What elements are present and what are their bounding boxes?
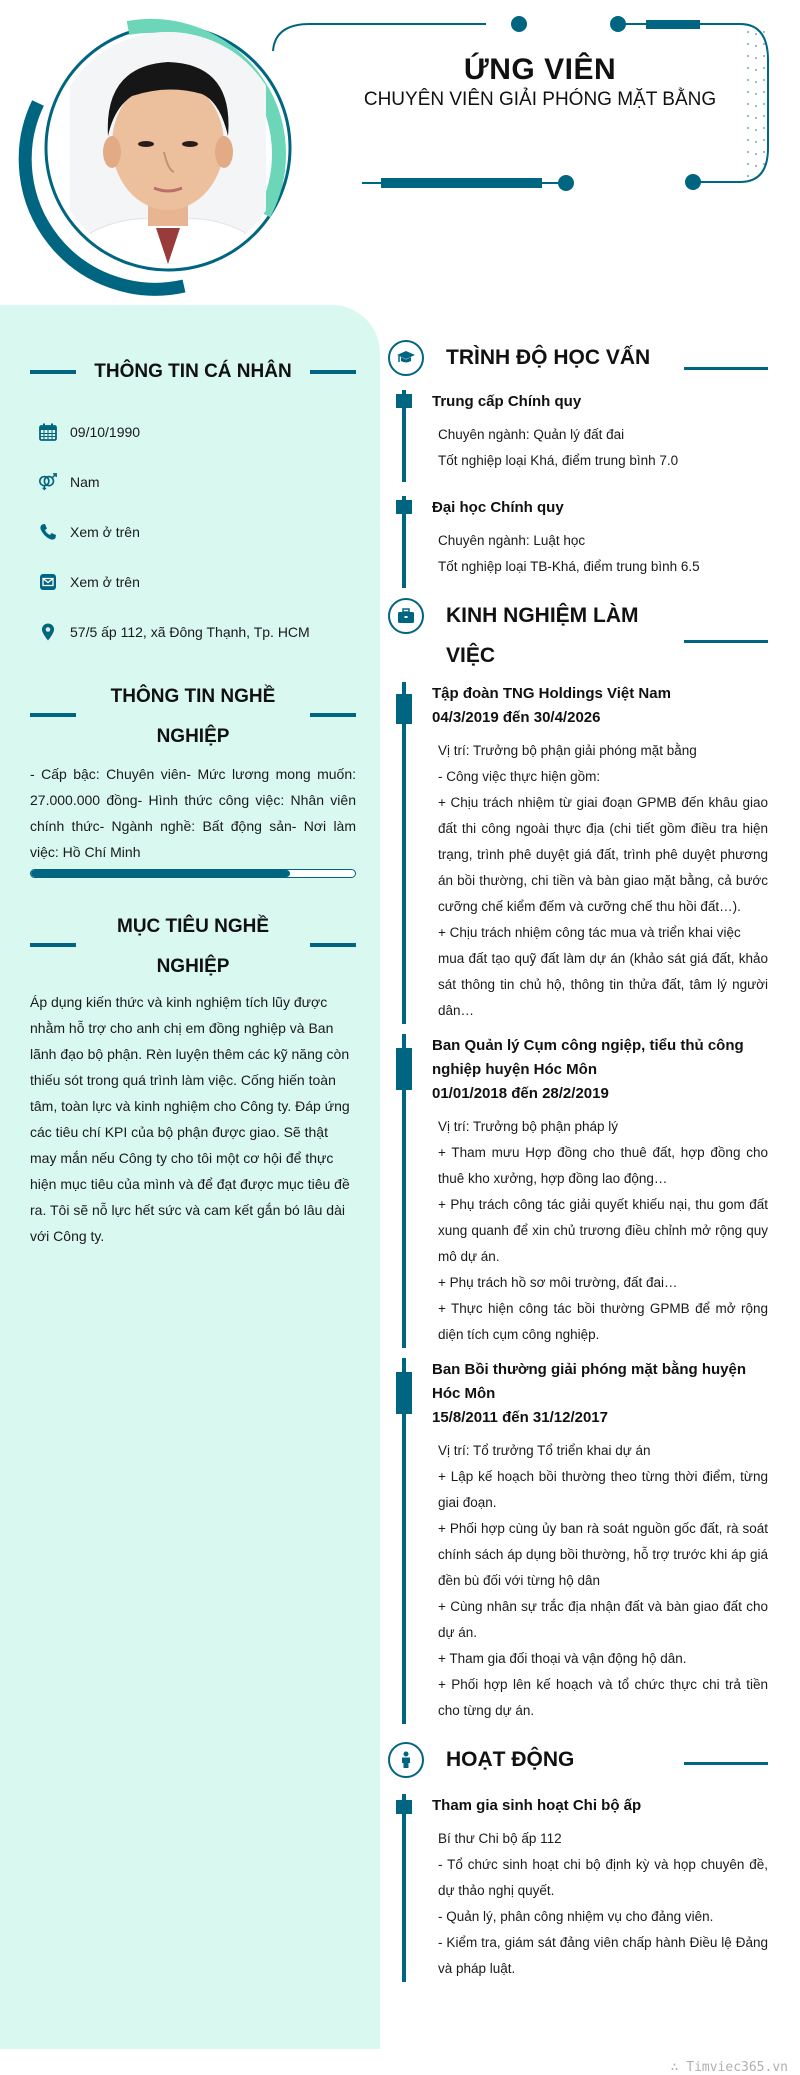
experience-line: + Tham gia đối thoại và vận động hộ dân. [438, 1651, 687, 1666]
education-title: Đại học Chính quy [432, 499, 564, 516]
heading-line-left [30, 943, 76, 947]
career-goal-text: Áp dụng kiến thức và kinh nghiệm tích lũy được nhằm hỗ trợ cho anh chị em đồng nghiệp và Ban lãnh đạo bộ phận. Rèn luyện thêm các kỹ năng còn thiếu sót trong quá trình làm việc. Cống hiến toàn tâm, toàn lực và kinh nghiệm cho Công ty. Đáp ứng các tiêu chí KPI của bộ phận được giao. Sẽ thật may mắn nếu Công ty cho tôi một cơ hội để thực hiện mục tiêu của mình và để đạt được mục tiêu đề ra. Tôi sẽ nỗ lực hết sức và cam kết gắn bó lâu dài với Công ty. [30, 994, 350, 1244]
experience-line: + Phối hợp cùng ủy ban rà soát nguồn gốc đất, rà soát chính sách áp dụng bồi thường, hỗ trợ trước khi áp giá đền bù đối với từng hộ dân [438, 1521, 768, 1588]
experience-position: Vị trí: Tổ trưởng Tổ triển khai dự án [438, 1443, 651, 1458]
experience-line: + Phối hợp lên kế hoạch và tổ chức thực chi trả tiền cho từng dự án. [438, 1677, 768, 1718]
heading-line-right [310, 713, 356, 717]
heading-line [684, 640, 768, 643]
phone-value: Xem ở trên [70, 524, 140, 540]
education-details [432, 422, 768, 474]
timeline-bar [402, 682, 406, 1024]
candidate-label: ỨNG VIÊN [463, 53, 617, 86]
email-value: Xem ở trên [70, 574, 140, 590]
activity-item [388, 1794, 768, 1982]
heading-line-left [30, 713, 76, 717]
timeline-marker [396, 1372, 412, 1414]
experience-title [446, 596, 639, 676]
heading-line-right [310, 943, 356, 947]
activity-line: Bí thư Chi bộ ấp 112 [438, 1831, 562, 1846]
experience-company: Ban Quản lý Cụm công ngiệp, tiểu thủ công nghiệp huyện Hóc Môn [432, 1037, 744, 1078]
timeline-marker [396, 694, 412, 724]
left-panel [0, 305, 380, 2049]
address-value: 57/5 ấp 112, xã Đông Thạnh, Tp. HCM [70, 624, 310, 640]
experience-company: Ban Bồi thường giải phóng mặt bằng huyện Hóc Môn [432, 1361, 747, 1402]
info-item-email [30, 557, 356, 607]
experience-item [388, 682, 768, 1024]
career-info-heading [30, 677, 356, 757]
cv-header [0, 0, 800, 300]
location-icon [38, 622, 58, 642]
education-title: Trung cấp Chính quy [432, 393, 582, 410]
experience-line: + Phụ trách hồ sơ môi trường, đất đai… [438, 1275, 678, 1290]
experience-heading [388, 598, 768, 678]
gender-value: Nam [70, 474, 100, 490]
heading-line [684, 367, 768, 370]
education-details [432, 528, 768, 580]
experience-details [432, 1438, 768, 1724]
job-title: CHUYÊN VIÊN GIẢI PHÓNG MẶT BẰNG [363, 89, 717, 110]
experience-line: + Lập kế hoạch bồi thường theo từng thời điểm, từng giai đoạn. [438, 1469, 768, 1510]
career-goal-title-line2: NGHIỆP [156, 956, 230, 977]
experience-period: 15/8/2011 đến 31/12/2017 [432, 1409, 608, 1426]
experience-line: + Phụ trách công tác giải quyết khiếu nại, thu gom đất xung quanh để xin chủ trương điều chỉnh mở rộng quy mô dự án. [438, 1197, 768, 1264]
career-progress-fill [31, 870, 290, 877]
education-grade: Tốt nghiệp loại TB-Khá, điểm trung bình 6.5 [438, 559, 700, 574]
personal-info-list [30, 407, 356, 657]
activity-title: Tham gia sinh hoạt Chi bộ ấp [432, 1797, 642, 1814]
experience-details [432, 738, 768, 1024]
experience-line: + Cùng nhân sự trắc địa nhận đất và bàn giao đất cho dự án. [438, 1599, 768, 1640]
experience-company: Tập đoàn TNG Holdings Việt Nam [432, 685, 671, 702]
timeline-marker [396, 1048, 412, 1090]
experience-item [388, 1034, 768, 1348]
avatar-photo [70, 32, 266, 264]
title-block [340, 52, 740, 112]
info-item-gender [30, 457, 356, 507]
heading-line [684, 1762, 768, 1765]
experience-line: + Thực hiện công tác bồi thường GPMB để mở rộng diện tích cụm công nghiệp. [438, 1301, 768, 1342]
right-column [388, 340, 768, 1982]
experience-line: + Chịu trách nhiệm công tác mua và triển khai việc [438, 925, 741, 940]
briefcase-icon [388, 598, 424, 634]
activities-heading [388, 1742, 768, 1782]
activity-line: - Tổ chức sinh hoạt chi bộ định kỳ và họp chuyên đề, dự thảo nghị quyết. [438, 1857, 768, 1898]
experience-line: + Chịu trách nhiệm từ giai đoạn GPMB đến khâu giao đất thi công ngoài thực địa (chi tiết gồm điều tra hiện trạng, trình phê duyệt giá đất, trình phê duyệt phương án bồi thường, chi tiền và bàn giao mặt bằng, cả bước cưỡng chế kiểm đếm và cưỡng chế thu hồi đất…). [438, 795, 768, 914]
experience-line: mua đất tạo quỹ đất làm dự án (khảo sát giá đất, khảo sát thông tin chủ hộ, thông tin thửa đất, tâm lý người dân… [438, 951, 768, 1018]
education-major: Chuyên ngành: Quản lý đất đai [438, 427, 625, 442]
timeline-marker [396, 394, 412, 408]
info-item-address [30, 607, 356, 657]
personal-info-heading [30, 355, 356, 389]
education-heading [388, 340, 768, 380]
heading-line-right [310, 370, 356, 374]
education-major: Chuyên ngành: Luật học [438, 533, 586, 548]
activity-details [432, 1826, 768, 1982]
calendar-icon [38, 422, 58, 442]
experience-details [432, 1114, 768, 1348]
career-goal-heading [30, 907, 356, 987]
education-item [388, 496, 768, 588]
career-progress-bar [30, 869, 356, 878]
person-icon [388, 1742, 424, 1778]
info-item-phone [30, 507, 356, 557]
timeline-marker [396, 500, 412, 514]
experience-period: 01/01/2018 đến 28/2/2019 [432, 1085, 609, 1102]
birthdate-value: 09/10/1990 [70, 424, 141, 440]
experience-position: Vị trí: Trưởng bộ phận giải phóng mặt bằng [438, 743, 697, 758]
experience-line: - Công việc thực hiện gồm: [438, 769, 601, 784]
career-goal-title-line1: MỤC TIÊU NGHỀ [117, 916, 269, 937]
education-title: TRÌNH ĐỘ HỌC VẤN [446, 346, 651, 369]
experience-period: 04/3/2019 đến 30/4/2026 [432, 709, 601, 726]
experience-title-line2: VIỆC [446, 644, 496, 667]
experience-item [388, 1358, 768, 1724]
phone-icon [38, 522, 58, 542]
avatar [70, 32, 266, 264]
activity-line: - Quản lý, phân công nhiệm vụ cho đảng viên. [438, 1909, 714, 1924]
email-icon [38, 572, 58, 592]
watermark: ∴ Timviec365.vn [670, 2060, 788, 2075]
activity-line: - Kiểm tra, giám sát đảng viên chấp hành Điều lệ Đảng và pháp luật. [438, 1935, 768, 1976]
heading-line-left [30, 370, 76, 374]
experience-position: Vị trí: Trưởng bộ phận pháp lý [438, 1119, 618, 1134]
experience-title-line1: KINH NGHIỆM LÀM [446, 604, 639, 627]
career-info-text: - Cấp bậc: Chuyên viên- Mức lương mong muốn: 27.000.000 đồng- Hình thức công việc: Nhân viên chính thức- Ngành nghề: Bất động sản- Nơi làm việc: Hồ Chí Minh [30, 766, 356, 860]
graduation-cap-icon [388, 340, 424, 376]
career-info-title-line1: THÔNG TIN NGHỀ [110, 686, 276, 707]
education-item [388, 390, 768, 482]
experience-line: + Tham mưu Hợp đồng cho thuê đất, hợp đồng cho thuê kho xưởng, hợp đồng lao động… [438, 1145, 768, 1186]
gender-icon [38, 472, 58, 492]
timeline-marker [396, 1800, 412, 1814]
education-grade: Tốt nghiệp loại Khá, điểm trung bình 7.0 [438, 453, 679, 468]
timeline-bar [402, 1794, 406, 1982]
career-info-title-line2: NGHIỆP [156, 726, 230, 747]
personal-info-title: THÔNG TIN CÁ NHÂN [94, 361, 292, 382]
activities-title: HOẠT ĐỘNG [446, 1748, 575, 1771]
info-item-birthdate [30, 407, 356, 457]
